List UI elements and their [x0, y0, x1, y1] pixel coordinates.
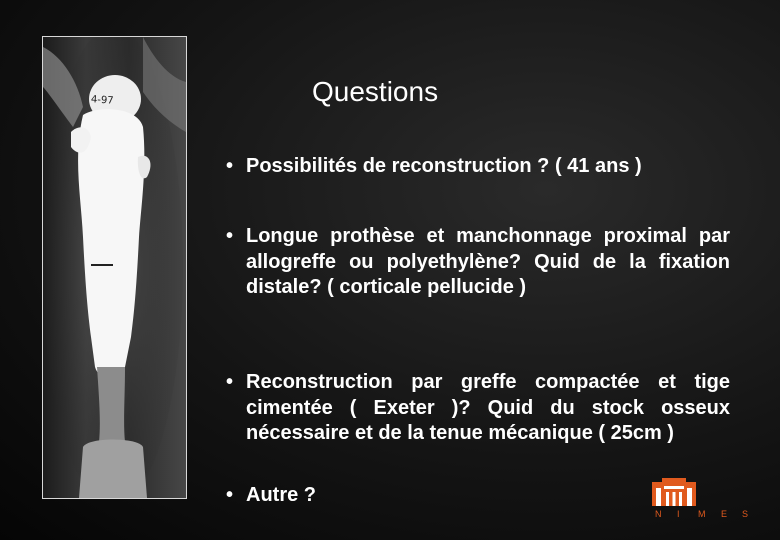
bullet-marker: • — [226, 484, 234, 506]
bullet-item — [226, 224, 730, 301]
xray-annotation-text: 4-97 — [90, 94, 114, 107]
bullet-item — [226, 370, 730, 447]
bullet-item — [226, 154, 730, 180]
bullet-marker: • — [226, 371, 234, 393]
bullet-text: Autre ? — [246, 484, 316, 506]
logo-letter: E — [721, 509, 728, 519]
bullet-text: Possibilités de reconstruction ? ( 41 ans ) — [246, 155, 642, 177]
bullet-marker: • — [226, 155, 234, 177]
logo-letter: M — [698, 509, 706, 519]
femur-xray-image — [42, 36, 187, 499]
logo-letter: N — [655, 509, 662, 519]
bullet-marker: • — [226, 225, 234, 247]
arena-logo-icon — [652, 478, 712, 510]
logo-letter: I — [677, 509, 680, 519]
logo-letter: S — [742, 509, 749, 519]
slide-title: Questions — [312, 76, 439, 107]
bullet-text: Reconstruction par greffe compactée et tige cimentée ( Exeter )? Quid du stock osseux nécessaire et de la tenue mécanique ( 25cm ) — [246, 371, 730, 444]
bullet-text: Longue prothèse et manchonnage proximal par allogreffe ou polyethylène? Quid de la fixation distale? ( corticale pellucide ) — [246, 225, 730, 298]
